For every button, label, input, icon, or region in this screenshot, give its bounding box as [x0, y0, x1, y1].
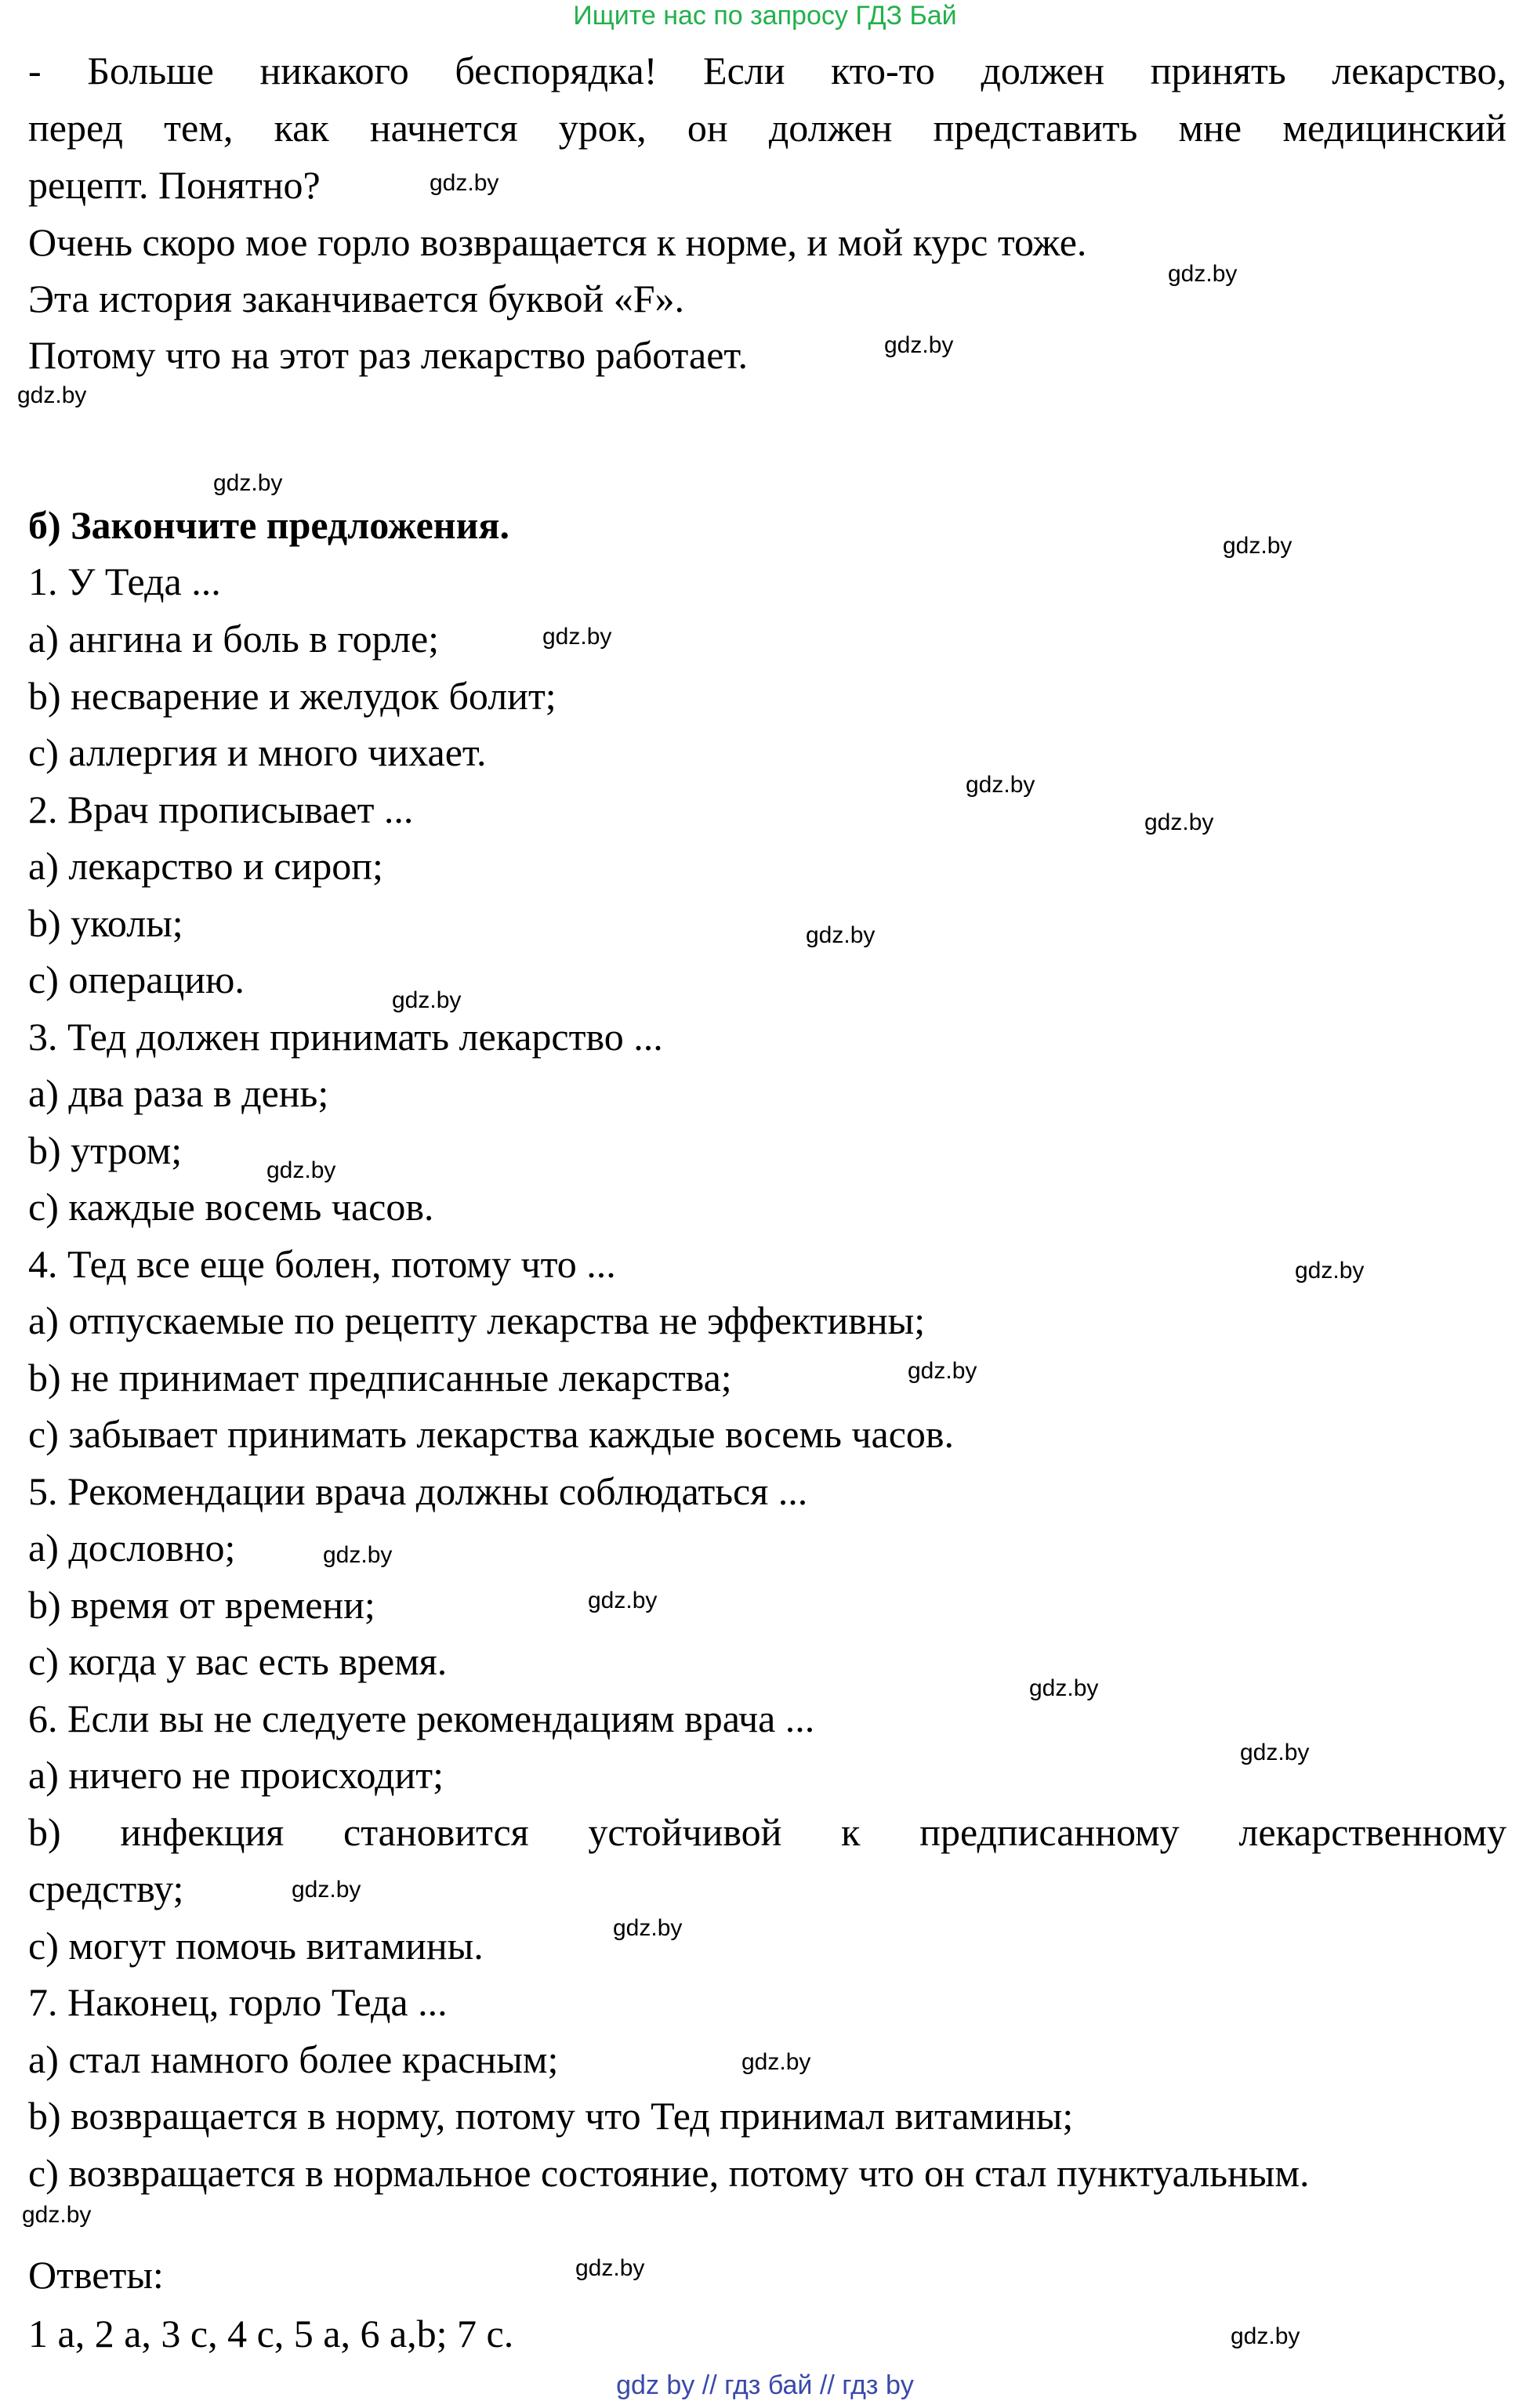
option-line: а) два раза в день;: [28, 1071, 329, 1115]
option-line: с) возвращается в нормальное состояние, потому что он стал пунктуальным.: [28, 2151, 1310, 2195]
story-line: Потому что на этот раз лекарство работает.: [28, 333, 748, 377]
watermark: gdz.by: [575, 2255, 645, 2281]
watermark: gdz.by: [323, 1542, 393, 1568]
option-line: b) инфекция становится устойчивой к предписанному лекарственному: [28, 1810, 1506, 1854]
question-line: 2. Врач прописывает ...: [28, 788, 414, 831]
watermark: gdz.by: [1029, 1675, 1099, 1701]
option-line: с) аллергия и много чихает.: [28, 730, 487, 774]
watermark: gdz.by: [213, 470, 283, 496]
watermark: gdz.by: [17, 382, 87, 408]
option-line: а) стал намного более красным;: [28, 2037, 559, 2081]
question-line: 4. Тед все еще болен, потому что ...: [28, 1242, 616, 1286]
option-line: а) ангина и боль в горле;: [28, 617, 440, 661]
option-line: с) каждые восемь часов.: [28, 1185, 434, 1229]
footer-links[interactable]: gdz by // гдз бай // гдз by: [616, 2370, 914, 2400]
watermark: gdz.by: [292, 1877, 361, 1903]
answers-label: Ответы:: [28, 2253, 164, 2297]
watermark: gdz.by: [1168, 261, 1238, 287]
watermark: gdz.by: [1144, 809, 1214, 835]
option-line: b) время от времени;: [28, 1583, 375, 1627]
watermark: gdz.by: [266, 1157, 336, 1183]
watermark: gdz.by: [430, 170, 499, 196]
story-line: перед тем, как начнется урок, он должен представить мне медицинский: [28, 106, 1506, 150]
watermark: gdz.by: [22, 2202, 92, 2228]
question-line: 7. Наконец, горло Теда ...: [28, 1980, 448, 2024]
story-line: рецепт. Понятно?: [28, 163, 321, 207]
question-line: 3. Тед должен принимать лекарство ...: [28, 1015, 663, 1059]
watermark: gdz.by: [588, 1588, 658, 1613]
question-line: 1. У Теда ...: [28, 559, 221, 603]
watermark: gdz.by: [392, 987, 462, 1013]
option-line: с) когда у вас есть время.: [28, 1639, 448, 1683]
option-line: а) лекарство и сироп;: [28, 844, 383, 888]
option-line: b) не принимает предписанные лекарства;: [28, 1356, 732, 1400]
watermark: gdz.by: [542, 624, 612, 650]
watermark: gdz.by: [741, 2049, 811, 2075]
story-line: Эта история заканчивается буквой «F».: [28, 277, 685, 320]
watermark: gdz.by: [613, 1915, 683, 1941]
question-line: 5. Рекомендации врача должны соблюдаться ...: [28, 1469, 808, 1513]
option-line: b) возвращается в норму, потому что Тед принимал витамины;: [28, 2094, 1074, 2138]
answers-text: 1 а, 2 а, 3 с, 4 с, 5 а, 6 а,b; 7 с.: [28, 2312, 514, 2355]
header-banner[interactable]: Ищите нас по запросу ГДЗ Бай: [573, 1, 957, 31]
story-line: Очень скоро мое горло возвращается к норме, и мой курс тоже.: [28, 220, 1087, 264]
watermark: gdz.by: [1240, 1740, 1310, 1765]
option-line: с) операцию.: [28, 958, 245, 1001]
option-line: средству;: [28, 1867, 184, 1910]
watermark: gdz.by: [966, 772, 1035, 798]
watermark: gdz.by: [806, 922, 876, 948]
option-line: b) уколы;: [28, 901, 183, 945]
watermark: gdz.by: [884, 332, 954, 358]
watermark: gdz.by: [1223, 533, 1293, 559]
task-heading: б) Закончите предложения.: [28, 503, 509, 547]
watermark: gdz.by: [908, 1358, 977, 1384]
option-line: b) несварение и желудок болит;: [28, 674, 557, 718]
watermark: gdz.by: [1231, 2323, 1300, 2349]
question-line: 6. Если вы не следуете рекомендациям врача ...: [28, 1696, 815, 1740]
option-line: с) могут помочь витамины.: [28, 1924, 484, 1968]
option-line: b) утром;: [28, 1128, 183, 1172]
watermark: gdz.by: [1295, 1258, 1365, 1284]
option-line: с) забывает принимать лекарства каждые восемь часов.: [28, 1412, 955, 1456]
story-line: - Больше никакого беспорядка! Если кто-то должен принять лекарство,: [28, 49, 1506, 92]
option-line: а) отпускаемые по рецепту лекарства не эффективны;: [28, 1298, 926, 1342]
option-line: а) ничего не происходит;: [28, 1753, 444, 1797]
option-line: а) дословно;: [28, 1526, 236, 1570]
